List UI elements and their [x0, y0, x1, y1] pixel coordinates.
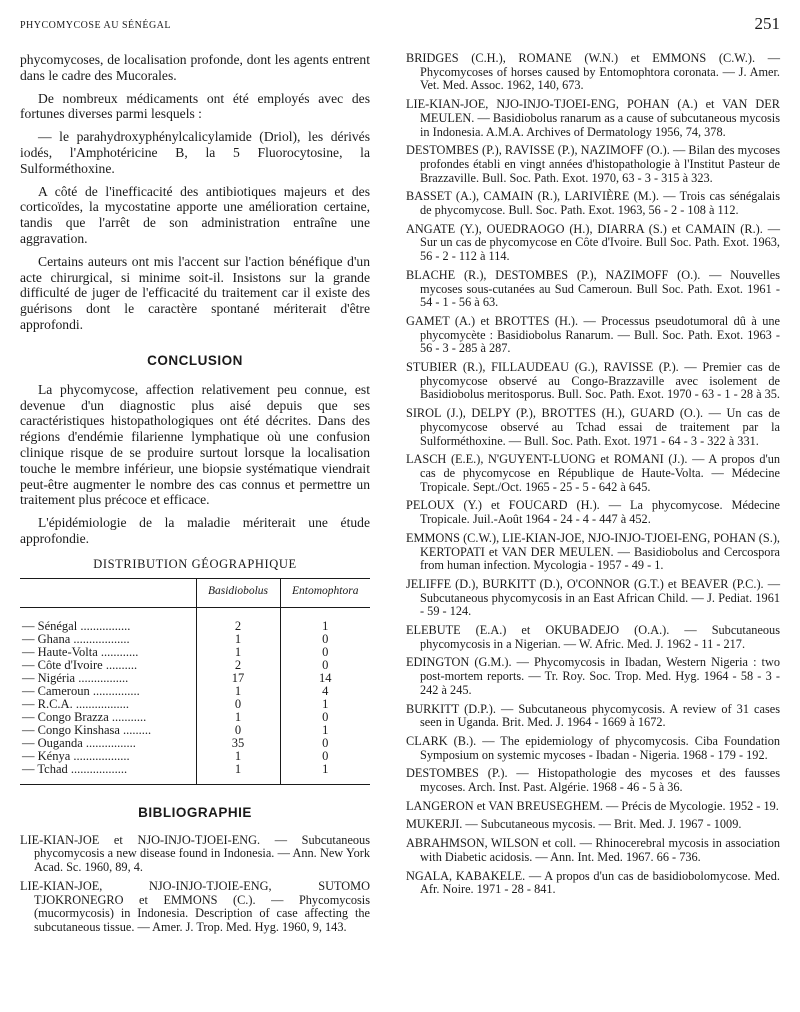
conclusion-paragraph: La phycomycose, affection relativement peu connue, est devenue d'un diagnostic plus aisé depuis que ses caractéristiques histopathologiques ont été décrites. Dans des régions d'endémie filarienne lymphatique où une confusion clinique risque de se produire surtout lorsque la localisation touche le membre inférieur, une biopsie systématique viendrait peut-être augmenter le nombre des cas connus et permettre un traitement plus précoce et efficace.: [20, 381, 370, 508]
right-column: [406, 52, 780, 902]
column-header-basidiobolus: Basidiobolus: [196, 578, 280, 607]
reference-entry: BLACHE (R.), DESTOMBES (P.), NAZIMOFF (O.). — Nouvelles mycoses sous-cutanées au Sud Cameroun. Bull Soc. Path. Exot. 1961 - 54 - 1 - 56 à 63.: [406, 267, 780, 310]
column-header-entomophtora: Entomophtora: [280, 578, 370, 607]
body-paragraph: phycomycoses, de localisation profonde, dont les agents entrent dans le cadre des Mucorales.: [20, 52, 370, 83]
body-paragraph: Certains auteurs ont mis l'accent sur l'action bénéfique d'un acte chirurgical, si minime soit-il. Insistons sur la grande difficulté de juger de l'efficacité du traitement car il existe des guérisons dont le caractère spontané mériterait d'être approfondi.: [20, 253, 370, 332]
reference-entry: LIE-KIAN-JOE, NJO-INJO-TJOEI-ENG, POHAN (A.) et VAN DER MEULEN. — Basidiobolus ranarum as a cause of subcutaneous mycosis in Indonesia. A.M.A. Archives of Dermatology 1956, 74, 378.: [406, 97, 780, 139]
table-row: — Kénya .................. 1 0: [20, 750, 370, 763]
page-number: 251: [754, 14, 780, 33]
bibliography-heading: BIBLIOGRAPHIE: [138, 804, 252, 820]
conclusion-heading: CONCLUSION: [147, 352, 243, 368]
table-row: — Côte d'Ivoire .......... 2 0: [20, 659, 370, 672]
reference-entry: JELIFFE (D.), BURKITT (D.), O'CONNOR (G.T.) et BEAVER (P.C.). — Subcutaneous phycomycosis in an East African Child. — J. Pediat. 1961 - 59 - 124.: [406, 576, 780, 619]
table-row: — Sénégal ................ 2 1: [20, 620, 370, 633]
page-header: [20, 14, 780, 36]
running-title: PHYCOMYCOSE AU SÉNÉGAL: [20, 20, 172, 31]
reference-entry: LIE-KIAN-JOE, NJO-INJO-TJOIE-ENG, SUTOMO TJOKRONEGRO et EMMONS (C.). — Phycomycosis (mucormycosis) in Indonesia. Description of case affecting the subcutaneous tissue. — Amer. J. Trop. Med. Hyg. 1960, 9, 143.: [20, 878, 370, 934]
body-paragraph: De nombreux médicaments ont été employés avec des fortunes diverses parmi lesquels :: [20, 90, 370, 122]
reference-entry: ANGATE (Y.), OUEDRAOGO (H.), DIARRA (S.) et CAMAIN (R.). — Sur un cas de phycomycose en Côte d'Ivoire. Bull Soc. Path. Exot. 1963, 56 - 2 - 112 à 114.: [406, 221, 780, 264]
reference-entry: LANGERON et VAN BREUSEGHEM. — Précis de Mycologie. 1952 - 19.: [406, 798, 779, 813]
table-row: — R.C.A. ................. 0 1: [20, 698, 370, 711]
reference-entry: EDINGTON (G.M.). — Phycomycosis in Ibadan, Western Nigeria : two post-mortem reports. — Tr. Roy. Soc. Trop. Med. Hyg. 1964 - 58 - 3 - 242 à 245.: [406, 655, 780, 697]
table-corner: [20, 578, 196, 607]
table-row: — Haute-Volta ............ 1 0: [20, 646, 370, 659]
reference-entry: LIE-KIAN-JOE et NJO-INJO-TJOEI-ENG. — Subcutaneous phycomycosis a new disease found in Indonesia. — Ann. New York Acad. Sc. 1960, 89, 4.: [20, 832, 370, 875]
table-row: — Congo Brazza ........... 1 0: [20, 711, 370, 724]
reference-entry: DESTOMBES (P.). — Histopathologie des mycoses et des fausses mycoses. Arch. Inst. Past. Algérie. 1968 - 46 - 5 à 36.: [406, 766, 780, 795]
reference-entry: ABRAHMSON, WILSON et coll. — Rhinocerebral mycosis in association with Diabetic acidosis. — Ann. Int. Med. 1967. 66 - 736.: [406, 836, 780, 864]
bibliography-left: [20, 834, 370, 935]
body-paragraph: A côté de l'inefficacité des antibiotiques majeurs et des corticoïdes, la mycostatine apporte une amélioration certaine, tandis que l'arrêt de son administration entraîne une aggravation.: [20, 183, 370, 246]
left-column: [20, 52, 370, 940]
reference-entry: PELOUX (Y.) et FOUCARD (H.). — La phycomycose. Médecine Tropicale. Juil.-Août 1964 - 24 - 4 - 447 à 452.: [406, 498, 780, 527]
reference-entry: DESTOMBES (P.), RAVISSE (P.), NAZIMOFF (O.). — Bilan des mycoses profondes établi en vingt années d'histopathologie à l'Institut Pasteur de Brazzaville. Bull. Soc. Path. Exot. 1970, 63 - 3 - 315 à 323.: [406, 143, 780, 185]
reference-entry: ELEBUTE (E.A.) et OKUBADEJO (O.A.). — Subcutaneous phycomycosis in a Nigerian. — W. Afric. Med. J. 1962 - 11 - 217.: [406, 623, 780, 651]
reference-entry: BURKITT (D.P.). — Subcutaneous phycomycosis. A review of 31 cases seen in Uganda. Brit. Med. J. 1964 - 1669 à 1672.: [406, 701, 780, 730]
reference-entry: MUKERJI. — Subcutaneous mycosis. — Brit. Med. J. 1967 - 1009.: [406, 817, 742, 832]
table-row: — Ouganda ................ 35 0: [20, 737, 370, 750]
reference-entry: EMMONS (C.W.), LIE-KIAN-JOE, NJO-INJO-TJOEI-ENG, POHAN (S.), KERTOPATI et VAN DER MEULEN. — Basidiobolus and Cercospora from human infection. Mycologia - 1957 - 49 - 1.: [406, 530, 780, 573]
table-row: — Nigéria ................ 17 14: [20, 672, 370, 685]
reference-entry: STUBIER (R.), FILLAUDEAU (G.), RAVISSE (P.). — Premier cas de phycomycose observé au Congo-Brazzaville avec isolement de Basidiobolus meritosporus. Bull. Soc. Path. Exot. 1970 - 63 - 1 - 28 à 35.: [406, 360, 781, 402]
table-row: — Cameroun ............... 1 4: [20, 685, 370, 698]
reference-entry: NGALA, KABAKELE. — A propos d'un cas de basidiobolomycose. Med. Afr. Noire. 1971 - 28 - 841.: [406, 868, 780, 897]
reference-entry: LASCH (E.E.), N'GUYENT-LUONG et ROMANI (J.). — A propos d'un cas de phycomycose en République de Haute-Volta. — Médecine Tropicale. Sept./Oct. 1965 - 25 - 5 - 642 à 645.: [406, 452, 780, 494]
reference-entry: SIROL (J.), DELPY (P.), BROTTES (H.), GUARD (O.). — Un cas de phycomycose observé au Tchad essai de traitement par la Sulforméthoxine. — Bull. Soc. Path. Exot. 1971 - 64 - 3 - 322 à 331.: [406, 406, 780, 448]
distribution-table: [20, 578, 370, 785]
body-paragraph: — le parahydroxyphénylcalicylamide (Driol), les dérivés iodés, l'Amphotéricine B, la 5 Fluorocytosine, la Sulforméthoxine.: [20, 129, 370, 176]
reference-entry: GAMET (A.) et BROTTES (H.). — Processus pseudotumoral dû à une phycomycète : Basidiobolus Ranarum. — Bull. Soc. Path. Exot. 1963 - 56 - 3 - 285 à 287.: [406, 313, 780, 356]
table-row: — Tchad .................. 1 1: [20, 763, 370, 776]
reference-entry: BASSET (A.), CAMAIN (R.), LARIVIÈRE (M.). — Trois cas sénégalais de phycomycose. Bull. Soc. Path. Exot. 1963, 56 - 2 - 108 à 112.: [406, 189, 780, 218]
table-row: — Congo Kinshasa ......... 0 1: [20, 724, 370, 737]
reference-entry: BRIDGES (C.H.), ROMANE (W.N.) et EMMONS (C.W.). — Phycomycoses of horses caused by Entomophtora coronata. — J. Amer. Vet. Med. Assoc. 1962, 140, 673.: [406, 51, 780, 93]
table-caption: DISTRIBUTION GÉOGRAPHIQUE: [93, 556, 297, 571]
conclusion-paragraph: L'épidémiologie de la maladie mériterait une étude approfondie.: [20, 515, 370, 546]
reference-entry: CLARK (B.). — The epidemiology of phycomycosis. Ciba Foundation Symposium on systemic mycoses - Ibadan - Nigeria. 1968 - 179 - 192.: [406, 733, 780, 762]
table-row: — Ghana .................. 1 0: [20, 633, 370, 646]
